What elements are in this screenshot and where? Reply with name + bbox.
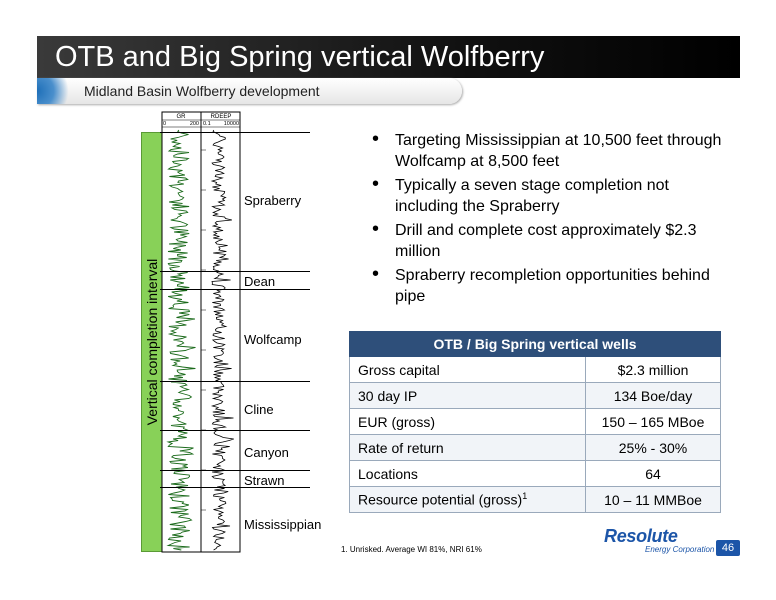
- row-value: 10 – 11 MMBoe: [586, 487, 721, 513]
- row-value: 150 – 165 MBoe: [586, 409, 721, 435]
- formation-mississippian: Mississippian: [244, 517, 322, 532]
- track1-header: GR: [176, 114, 186, 120]
- bullet-item: • Typically a seven stage completion not including the Spraberry: [372, 173, 669, 215]
- bullet-item: • Targeting Mississippian at 10,500 feet through Wolfcamp at 8,500 feet: [372, 128, 722, 170]
- table-row: [350, 409, 721, 435]
- table-row: [350, 435, 721, 461]
- row-label: Gross capital: [350, 357, 586, 383]
- row-value: 64: [586, 461, 721, 487]
- formation-strawn: Strawn: [244, 473, 285, 488]
- table-row: [350, 383, 721, 409]
- bullet-dot-icon: •: [372, 263, 380, 285]
- table-row: [350, 487, 721, 513]
- page-number: 46: [716, 540, 740, 556]
- bullet-dot-icon: •: [372, 128, 380, 150]
- track1-min: 0: [163, 121, 167, 127]
- track1-max: 200: [189, 121, 199, 127]
- row-label: Locations: [350, 461, 586, 487]
- completion-interval-label: Vertical completion interval: [144, 258, 160, 426]
- row-label: Resource potential (gross)$^1$: [350, 487, 586, 513]
- track2-max: 10000: [223, 121, 239, 127]
- formation-dean: Dean: [244, 274, 276, 289]
- formation-wolfcamp: Wolfcamp: [244, 332, 302, 347]
- formation-canyon: Canyon: [244, 445, 289, 460]
- slide-title: OTB and Big Spring vertical Wolfberry: [55, 41, 545, 73]
- table-header: OTB / Big Spring vertical wells: [350, 332, 721, 357]
- row-value: 134 Boe/day: [586, 383, 721, 409]
- wells-summary-table: [349, 331, 721, 513]
- slide-subtitle: Midland Basin Wolfberry development: [84, 83, 320, 99]
- bullet-item: • Drill and complete cost approximately $2.3 million: [372, 218, 697, 260]
- track2-header: RDEEP: [210, 114, 232, 120]
- table-row: [350, 357, 721, 383]
- bullet-dot-icon: •: [372, 218, 380, 240]
- formation-top-line: [160, 487, 310, 488]
- well-log-chart: [160, 110, 244, 555]
- bullet-item: • Spraberry recompletion opportunities behind pipe: [372, 263, 710, 305]
- row-value: $2.3 million: [586, 357, 721, 383]
- track2-min: 0.1: [203, 121, 211, 127]
- footnote: 1. Unrisked. Average WI 81%, NRI 61%: [341, 545, 482, 554]
- formation-top-line: [160, 430, 310, 431]
- company-logo: Resolute: [604, 526, 678, 546]
- bullet-list: [372, 130, 732, 310]
- table-row: [350, 461, 721, 487]
- formation-top-line: [160, 132, 310, 133]
- bullet-dot-icon: •: [372, 173, 380, 195]
- formation-top-line: [160, 271, 310, 272]
- subtitle-accent: [37, 78, 77, 104]
- row-label: EUR (gross): [350, 409, 586, 435]
- row-label: 30 day IP: [350, 383, 586, 409]
- footnote-marker: 1: [522, 491, 528, 502]
- company-logo-tagline: Energy Corporation: [645, 545, 715, 554]
- formation-top-line: [160, 289, 310, 290]
- formation-top-line: [160, 470, 310, 471]
- formation-top-line: [160, 381, 310, 382]
- row-label: Rate of return: [350, 435, 586, 461]
- formation-cline: Cline: [244, 402, 274, 417]
- formation-spraberry: Spraberry: [244, 193, 302, 208]
- row-value: 25% - 30%: [586, 435, 721, 461]
